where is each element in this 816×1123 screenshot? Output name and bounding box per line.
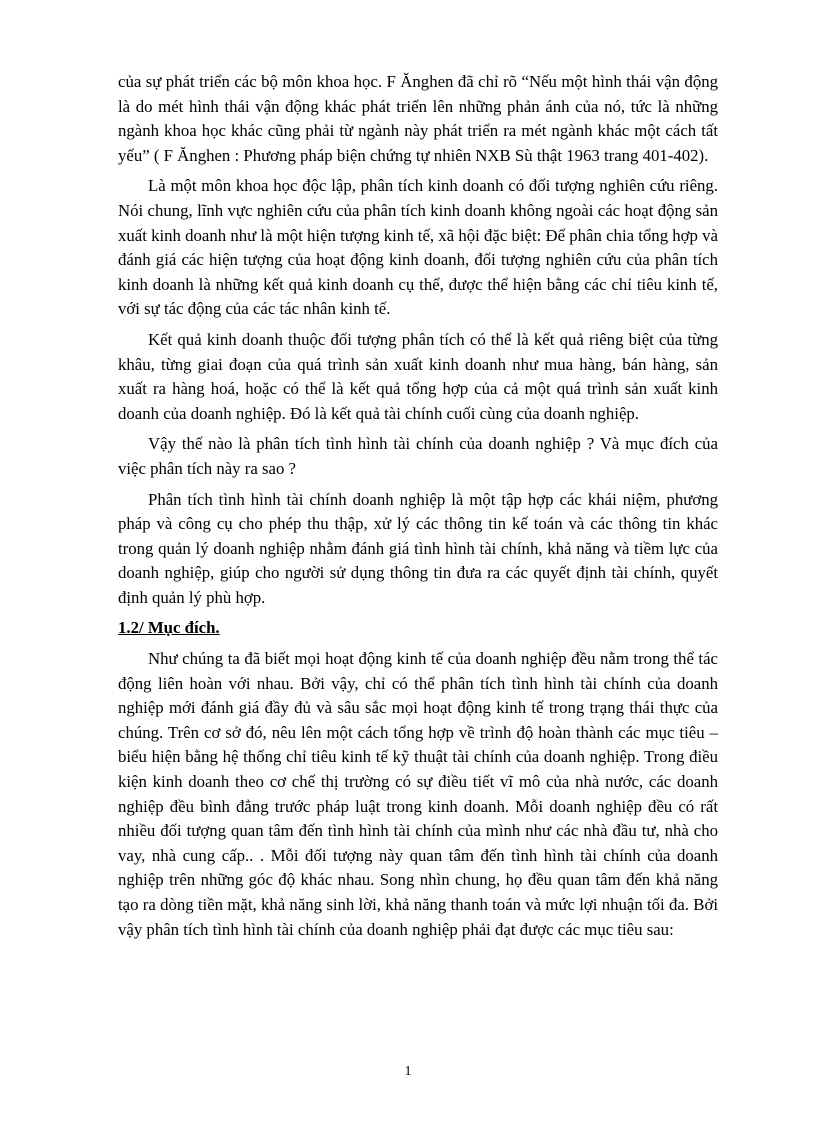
- paragraph-business-results: Kết quả kinh doanh thuộc đối tượng phân tích có thể là kết quả riêng biệt của từng khâu, từng giai đoạn của quá trình sản xuất kinh doanh như mua hàng, bán hàng, sản xuất ra hàng hoá, hoặc có thể là kết quả tổng hợp của cả một quá trình sản xuất kinh doanh của doanh nghiệp. Đó là kết quả tài chính cuối cùng của doanh nghiệp.: [118, 329, 718, 423]
- section-heading-purpose: 1.2/ Mục đích.: [118, 618, 220, 638]
- paragraph-continuation: của sự phát triển các bộ môn khoa học. F Ănghen đã chỉ rõ “Nếu một hình thái vận động là do mét hình thái vận động khác phát triển lên những phản ánh của nó, tức là những ngành khoa học khác cũng phải từ ngành này phát triển ra mét ngành khác một cách tất yếu” ( F Ănghen : Phương pháp biện chứng tự nhiên NXB Sù thật 1963 trang 401-402).: [118, 72, 718, 165]
- paragraph-business-analysis-object: Là một môn khoa học độc lập, phân tích kinh doanh có đối tượng nghiên cứu riêng. Nói chung, lĩnh vực nghiên cứu của phân tích kinh doanh không ngoài các hoạt động sản xuất kinh doanh như là một hiện tượng kinh tế, xã hội đặc biệt: Để phân chia tổng hợp và đánh giá các hiện tượng của hoạt động kinh doanh, đối tượng nghiên cứu của phân tích kinh doanh là những kết quả kinh doanh cụ thể, được thể hiện bằng các chỉ tiêu kinh tế, với sự tác động của các tác nhân kinh tế.: [118, 176, 718, 319]
- paragraph-financial-analysis-definition: Phân tích tình hình tài chính doanh nghiệp là một tập hợp các khái niệm, phương pháp và công cụ cho phép thu thập, xử lý các thông tin kế toán và các thông tin khác trong quản lý doanh nghiệp nhằm đánh giá tình hình tài chính, khả năng và tiềm lực của doanh nghiệp, giúp cho người sử dụng thông tin đưa ra các quyết định tài chính, quyết định quản lý phù hợp.: [118, 489, 718, 607]
- page-content: [118, 70, 718, 948]
- page-number: 1: [404, 1064, 412, 1079]
- paragraph-question: Vậy thế nào là phân tích tình hình tài chính của doanh nghiệp ? Và mục đích của việc phân tích này ra sao ?: [118, 434, 718, 478]
- paragraph-purpose: Như chúng ta đã biết mọi hoạt động kinh tế của doanh nghiệp đều nằm trong thể tác động liên hoàn với nhau. Bởi vậy, chỉ có thể phân tích tình hình tài chính của doanh nghiệp mới đánh giá đầy đủ và sâu sắc mọi hoạt động kinh tế trong trạng thái thực của chúng. Trên cơ sở đó, nêu lên một cách tổng hợp về trình độ hoàn thành các mục tiêu – biểu hiện bằng hệ thống chỉ tiêu kinh tế kỹ thuật tài chính của doanh nghiệp. Trong điều kiện kinh doanh theo cơ chế thị trường có sự điều tiết vĩ mô của nhà nước, các doanh nghiệp đều bình đẳng trước pháp luật trong kinh doanh. Mỗi doanh nghiệp đều có rất nhiều đối tượng quan tâm đến tình hình tài chính của mình như các nhà đầu tư, nhà cho vay, nhà cung cấp.. . Mỗi đối tượng này quan tâm đến tình hình tài chính của doanh nghiệp trên những góc độ khác nhau. Song nhìn chung, họ đều quan tâm đến khả năng tạo ra dòng tiền mặt, khả năng sinh lời, khả năng thanh toán và mức lợi nhuận tối đa. Bởi vậy phân tích tình hình tài chính của doanh nghiệp phải đạt được các mục tiêu sau:: [118, 649, 718, 939]
